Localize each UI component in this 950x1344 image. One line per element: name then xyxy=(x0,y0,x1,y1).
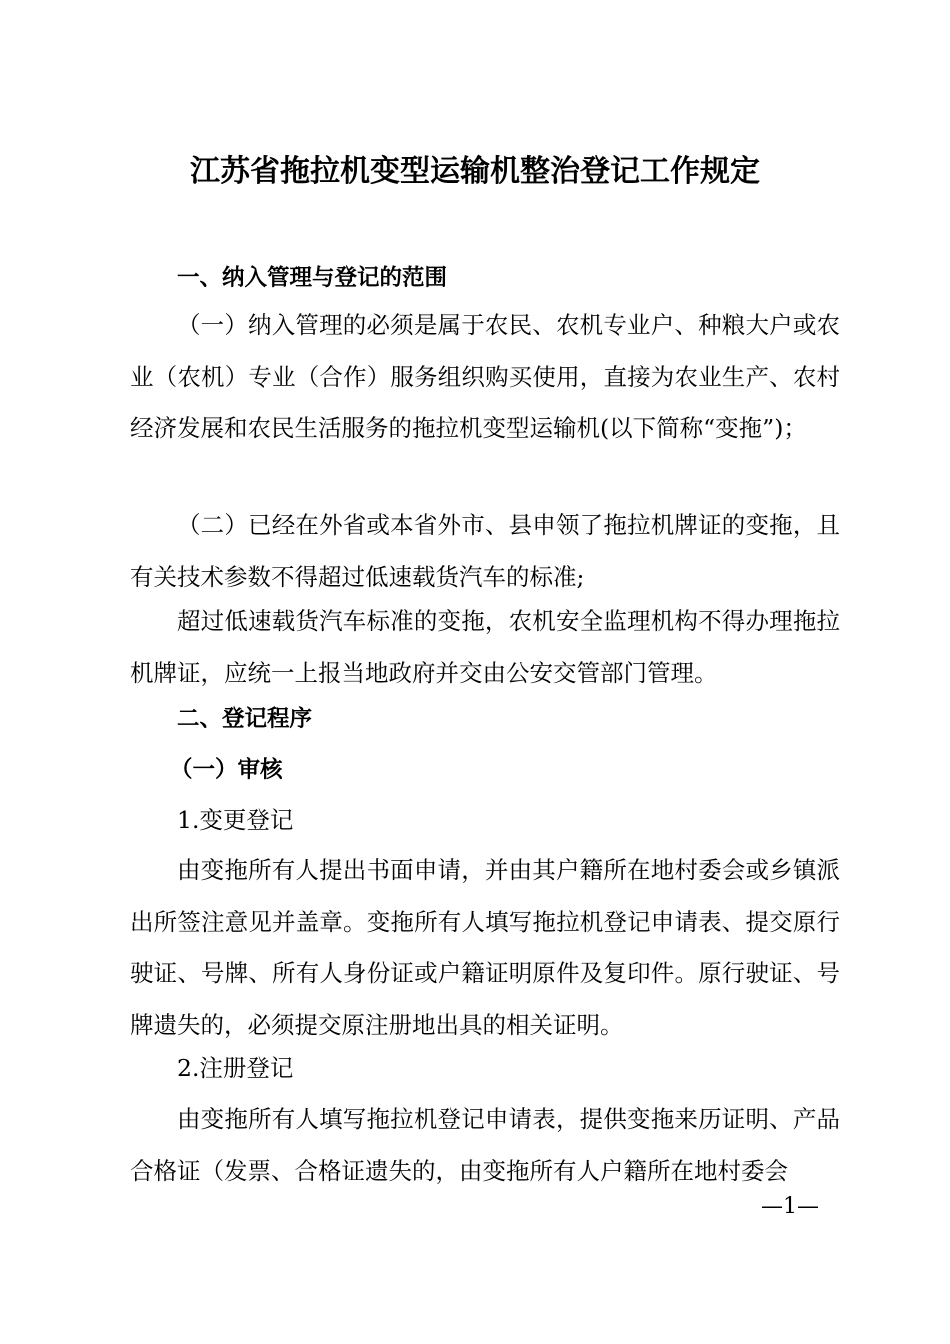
item1-body: 由变拖所有人提出书面申请，并由其户籍所在地村委会或乡镇派出所签注意见并盖章。变拖所有人填写拖拉机登记申请表、提交原行驶证、号牌、所有人身份证或户籍证明原件及复印件。原行驶证、号牌遗失的，必须提交原注册地出具的相关证明。 xyxy=(130,856,840,1039)
item1-heading: 1.变更登记 xyxy=(177,806,294,834)
section1-item2: （二）已经在外省或本省外市、县申领了拖拉机牌证的变拖，且有关技术参数不得超过低速载货汽车的标准; xyxy=(130,511,840,591)
document-title: 江苏省拖拉机变型运输机整治登记工作规定 xyxy=(190,154,760,189)
section1-note: 超过低速载货汽车标准的变拖，农机安全监理机构不得办理拖拉机牌证，应统一上报当地政府并交由公安交管部门管理。 xyxy=(130,607,840,687)
subsection1-heading: （一）审核 xyxy=(170,757,283,783)
item2-heading: 2.注册登记 xyxy=(177,1054,294,1082)
section2-heading: 二、登记程序 xyxy=(177,706,313,732)
page-number: —1— xyxy=(761,1194,819,1219)
section1-heading: 一、纳入管理与登记的范围 xyxy=(177,265,448,291)
item2-body: 由变拖所有人填写拖拉机登记申请表，提供变拖来历证明、产品合格证（发票、合格证遗失的，由变拖所有人户籍所在地村委会 xyxy=(130,1105,840,1185)
section1-item1: （一）纳入管理的必须是属于农民、农机专业户、种粮大户或农业（农机）专业（合作）服务组织购买使用，直接为农业生产、农村经济发展和农民生活服务的拖拉机变型运输机(以下简称“变拖”)； xyxy=(130,311,840,442)
